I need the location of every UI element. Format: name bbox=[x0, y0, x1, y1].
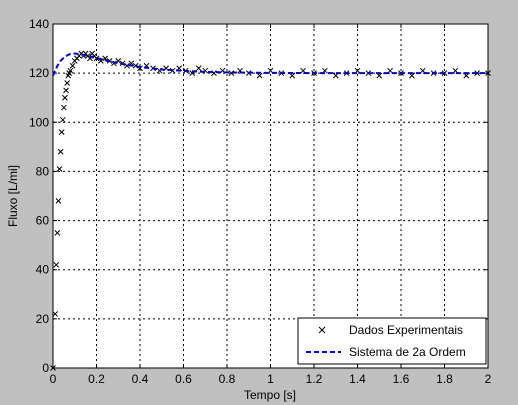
legend-label-model: Sistema de 2a Ordem bbox=[349, 345, 466, 359]
y-tick-label: 60 bbox=[35, 213, 49, 228]
y-axis-label: Fluxo [L/mi] bbox=[6, 164, 20, 228]
x-tick-label: 0.2 bbox=[88, 372, 105, 386]
y-tick-label: 80 bbox=[35, 164, 49, 179]
x-axis-label: Tempo [s] bbox=[243, 388, 297, 402]
y-tick-label: 40 bbox=[35, 262, 49, 277]
legend bbox=[298, 318, 486, 364]
x-tick-label: 0 bbox=[49, 372, 57, 386]
x-tick-label: 0.4 bbox=[131, 372, 149, 386]
x-tick-labels bbox=[50, 372, 492, 386]
x-tick-label: 1 bbox=[267, 372, 274, 386]
x-tick-label: 0.8 bbox=[218, 372, 236, 386]
y-tick-label: 100 bbox=[28, 115, 49, 130]
y-tick-label: 0 bbox=[42, 361, 49, 375]
x-tick-label: 1.6 bbox=[392, 372, 410, 386]
x-tick-label: 1.4 bbox=[349, 372, 366, 386]
x-tick-label: 2 bbox=[484, 372, 492, 386]
y-tick-label: 120 bbox=[28, 66, 49, 81]
y-tick-label: 140 bbox=[28, 17, 49, 31]
y-tick-label: 20 bbox=[35, 311, 49, 326]
x-tick-label: 1.2 bbox=[305, 372, 323, 386]
x-tick-label: 1.8 bbox=[436, 372, 453, 386]
x-tick-label: 0.6 bbox=[175, 372, 192, 386]
y-tick-labels bbox=[29, 17, 49, 375]
legend-label-experimental: Dados Experimentais bbox=[349, 323, 464, 337]
